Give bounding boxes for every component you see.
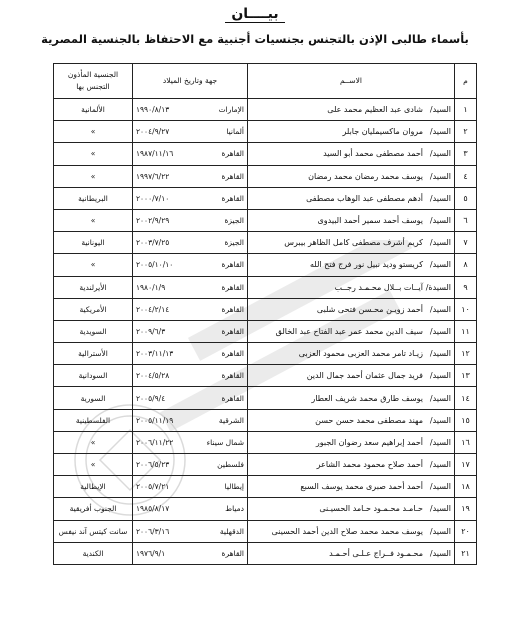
row-number: ٤ <box>455 165 477 187</box>
row-number: ٢ <box>455 121 477 143</box>
applicant-name-cell <box>248 187 455 209</box>
table-header-row <box>54 64 477 99</box>
row-number: ٧ <box>455 232 477 254</box>
nationality-cell: اليونانية <box>54 232 133 254</box>
birth-cell <box>133 454 248 476</box>
row-number: ١٤ <box>455 387 477 409</box>
table-row <box>54 365 477 387</box>
row-number: ١٢ <box>455 343 477 365</box>
col-header-num: م <box>455 64 477 99</box>
table-row <box>54 409 477 431</box>
table-row <box>54 99 477 121</box>
row-number: ٥ <box>455 187 477 209</box>
applicant-name-cell <box>248 121 455 143</box>
row-number: ١٨ <box>455 476 477 498</box>
birth-date: ١٩٩٠/٨/١٣ <box>136 105 170 115</box>
nationality-cell: البريطانية <box>54 187 133 209</box>
birth-date: ٢٠٠٣/١١/١٣ <box>136 349 174 359</box>
birth-date: ٢٠٠٢/٩/٢٩ <box>136 216 170 226</box>
applicant-name: يوسف أحمد سمير أحمد البيدوى <box>317 216 423 226</box>
table-row <box>54 476 477 498</box>
birth-place: القاهرة <box>221 171 244 181</box>
row-number: ١٦ <box>455 431 477 453</box>
birth-place: القاهرة <box>221 304 244 314</box>
row-number: ٨ <box>455 254 477 276</box>
honorific-prefix: السيد/ <box>429 193 451 203</box>
table-row <box>54 209 477 231</box>
birth-place: القاهرة <box>221 393 244 403</box>
applicant-name-cell <box>248 343 455 365</box>
nationality-cell: الأمريكية <box>54 298 133 320</box>
birth-cell <box>133 121 248 143</box>
applicant-name-cell <box>248 542 455 564</box>
honorific-prefix: السيدة/ <box>425 282 451 292</box>
nationality-cell: السورية <box>54 387 133 409</box>
col-header-birth: جهة وتاريخ الميلاد <box>133 64 248 99</box>
birth-cell <box>133 276 248 298</box>
birth-cell <box>133 209 248 231</box>
applicant-name: أحمد زويـن محـسن فتحى شلبى <box>316 304 423 314</box>
applicant-name: آيــات بــلال محـمـد رجــب <box>334 282 423 292</box>
table-row <box>54 387 477 409</box>
honorific-prefix: السيد/ <box>429 105 451 115</box>
honorific-prefix: السيد/ <box>429 260 451 270</box>
nationality-cell: الإيطالية <box>54 476 133 498</box>
nationality-cell: السويدية <box>54 320 133 342</box>
birth-date: ١٩٧٦/٩/١ <box>136 548 166 558</box>
birth-place: القاهرة <box>221 371 244 381</box>
birth-place: فلسطين <box>217 460 244 470</box>
birth-place: القاهرة <box>221 149 244 159</box>
applicant-name: أحمد مصطفى محمد أبو السيد <box>323 149 423 159</box>
birth-date: ٢٠٠٤/٩/٢٧ <box>136 127 170 137</box>
honorific-prefix: السيد/ <box>429 526 451 536</box>
table-row <box>54 254 477 276</box>
birth-cell <box>133 99 248 121</box>
birth-cell <box>133 409 248 431</box>
birth-place: إيطاليا <box>224 482 244 492</box>
nationality-cell: » <box>54 165 133 187</box>
applicant-name: كريستو وديد نبيل نور فرج فتح الله <box>310 260 423 270</box>
birth-date: ٢٠٠٦/١١/٢٢ <box>136 437 174 447</box>
nationality-cell: » <box>54 143 133 165</box>
applicant-name-cell <box>248 365 455 387</box>
birth-date: ٢٠٠٥/٩/٤ <box>136 393 166 403</box>
birth-cell <box>133 143 248 165</box>
applicant-name: أحمد أحمد صبرى محمد يوسف السبع <box>300 482 423 492</box>
applicant-name-cell <box>248 276 455 298</box>
table-row <box>54 343 477 365</box>
birth-cell <box>133 187 248 209</box>
birth-date: ٢٠٠٣/٧/٢٥ <box>136 238 170 248</box>
birth-place: الإمارات <box>218 105 244 115</box>
birth-place: دمياط <box>225 504 244 514</box>
applicant-name: مهند مصطفى محمد حسن حسن <box>315 415 423 425</box>
birth-cell <box>133 520 248 542</box>
birth-cell <box>133 431 248 453</box>
applicant-name-cell <box>248 520 455 542</box>
col-header-nationality: الجنسية المأذون التجنس بها <box>54 64 133 99</box>
birth-date: ١٩٨٠/١/٩ <box>136 282 166 292</box>
birth-place: الدقهلية <box>219 526 244 536</box>
table-row <box>54 143 477 165</box>
col-header-name: الاســم <box>248 64 455 99</box>
birth-cell <box>133 320 248 342</box>
applicants-table <box>53 63 477 565</box>
birth-cell <box>133 476 248 498</box>
document-subtitle: بأسماء طالبى الإذن بالتجنس بجنسيات أجنبية مع الاحتفاظ بالجنسية المصرية <box>41 32 469 46</box>
birth-cell <box>133 298 248 320</box>
row-number: ١ <box>455 99 477 121</box>
applicant-name-cell <box>248 209 455 231</box>
table-row <box>54 520 477 542</box>
nationality-cell: السودانية <box>54 365 133 387</box>
birth-place: الجيزة <box>224 216 244 226</box>
birth-place: ألمانيا <box>226 127 244 137</box>
row-number: ١٠ <box>455 298 477 320</box>
applicant-name: يوسف محمد محمد صلاح الدين أحمد الحسينى <box>271 526 423 536</box>
birth-date: ١٩٩٧/٦/٢٢ <box>136 171 170 181</box>
nationality-cell: الأسترالية <box>54 343 133 365</box>
row-number: ٢١ <box>455 542 477 564</box>
birth-date: ٢٠٠٤/٥/٢٨ <box>136 371 170 381</box>
applicant-name: سيف الدين محمد عمر عبد الفتاح عبد الخالق <box>275 326 423 336</box>
nationality-cell: الكندية <box>54 542 133 564</box>
applicant-name-cell <box>248 143 455 165</box>
applicant-name-cell <box>248 431 455 453</box>
document-title: بيــــان <box>0 6 510 22</box>
row-number: ١٥ <box>455 409 477 431</box>
table-row <box>54 187 477 209</box>
applicant-name-cell <box>248 254 455 276</box>
nationality-cell: » <box>54 121 133 143</box>
nationality-cell: الألمانية <box>54 99 133 121</box>
birth-cell <box>133 542 248 564</box>
applicant-name-cell <box>248 232 455 254</box>
honorific-prefix: السيد/ <box>429 171 451 181</box>
birth-place: القاهرة <box>221 193 244 203</box>
applicant-name: فريد جمال عثمان أحمد جمال الدين <box>306 371 423 381</box>
nationality-cell: سانت كيتس آند نيفس <box>54 520 133 542</box>
table-row <box>54 276 477 298</box>
birth-cell <box>133 343 248 365</box>
honorific-prefix: السيد/ <box>429 304 451 314</box>
honorific-prefix: السيد/ <box>429 238 451 248</box>
honorific-prefix: السيد/ <box>429 415 451 425</box>
birth-cell <box>133 498 248 520</box>
row-number: ٢٠ <box>455 520 477 542</box>
honorific-prefix: السيد/ <box>429 371 451 381</box>
honorific-prefix: السيد/ <box>429 127 451 137</box>
birth-date: ١٩٨٥/٨/١٧ <box>136 504 170 514</box>
birth-date: ٢٠٠٦/٣/١٦ <box>136 526 170 536</box>
birth-date: ٢٠٠٥/١٠/١٠ <box>136 260 174 270</box>
table-body <box>54 99 477 565</box>
honorific-prefix: السيد/ <box>429 149 451 159</box>
applicant-name: زيـاد تامر محمد العزبى محمود العزبى <box>298 349 423 359</box>
honorific-prefix: السيد/ <box>429 482 451 492</box>
birth-cell <box>133 254 248 276</box>
table-row <box>54 320 477 342</box>
birth-place: القاهرة <box>221 349 244 359</box>
birth-place: القاهرة <box>221 548 244 558</box>
birth-cell <box>133 387 248 409</box>
row-number: ٩ <box>455 276 477 298</box>
birth-place: القاهرة <box>221 260 244 270</box>
honorific-prefix: السيد/ <box>429 437 451 447</box>
table-row <box>54 232 477 254</box>
row-number: ١٧ <box>455 454 477 476</box>
table-row <box>54 454 477 476</box>
applicant-name-cell <box>248 99 455 121</box>
nationality-cell: الفلسطينية <box>54 409 133 431</box>
applicant-name: حـامـد محـمـود حـامد الحسيـنى <box>319 504 423 514</box>
birth-date: ٢٠٠٤/٢/١٤ <box>136 304 170 314</box>
applicant-name: يوسف محمد رمضان محمد رمضان <box>308 171 423 181</box>
applicant-name-cell <box>248 409 455 431</box>
applicant-name-cell <box>248 298 455 320</box>
applicant-name-cell <box>248 165 455 187</box>
birth-date: ٢٠٠٠/٧/١٠ <box>136 193 170 203</box>
honorific-prefix: السيد/ <box>429 504 451 514</box>
applicant-name: أحمد صلاح محمود محمد الشاعر <box>316 460 423 470</box>
row-number: ٣ <box>455 143 477 165</box>
birth-place: شمال سيناء <box>206 437 244 447</box>
birth-date: ٢٠٠٩/٦/٣ <box>136 326 166 336</box>
birth-date: ١٩٨٧/١١/١٦ <box>136 149 174 159</box>
birth-place: القاهرة <box>221 326 244 336</box>
table-row <box>54 121 477 143</box>
table-row <box>54 298 477 320</box>
table-row <box>54 498 477 520</box>
birth-date: ٢٠٠٥/٧/٢١ <box>136 482 170 492</box>
applicant-name-cell <box>248 476 455 498</box>
applicant-name-cell <box>248 454 455 476</box>
birth-place: الشرقية <box>218 415 244 425</box>
nationality-cell: الأيرلندية <box>54 276 133 298</box>
birth-place: الجيزة <box>224 238 244 248</box>
applicant-name: أحمد إبراهيم سعد رضوان الجبور <box>315 437 423 447</box>
nationality-cell: » <box>54 431 133 453</box>
applicant-name: يوسف طارق محمد شريف العطار <box>311 393 423 403</box>
honorific-prefix: السيد/ <box>429 349 451 359</box>
row-number: ١١ <box>455 320 477 342</box>
birth-cell <box>133 365 248 387</box>
applicant-name-cell <box>248 387 455 409</box>
applicant-name: كريم أشرف مصطفى كامل الظاهر بيبرس <box>284 238 423 248</box>
applicant-name-cell <box>248 498 455 520</box>
birth-cell <box>133 165 248 187</box>
honorific-prefix: السيد/ <box>429 548 451 558</box>
applicant-name: مروان ماكسيمليان جابلر <box>342 127 423 137</box>
applicant-name: محـمـود فــراج عـلـى أحـمـد <box>329 548 423 558</box>
table-row <box>54 542 477 564</box>
row-number: ١٣ <box>455 365 477 387</box>
birth-date: ٢٠٠٥/١١/١٩ <box>136 415 174 425</box>
table-row <box>54 165 477 187</box>
applicant-name: أدهم مصطفى عبد الوهاب مصطفى <box>306 193 423 203</box>
nationality-cell: » <box>54 209 133 231</box>
applicant-name-cell <box>248 320 455 342</box>
table-row <box>54 431 477 453</box>
honorific-prefix: السيد/ <box>429 460 451 470</box>
row-number: ٦ <box>455 209 477 231</box>
birth-cell <box>133 232 248 254</box>
honorific-prefix: السيد/ <box>429 216 451 226</box>
birth-date: ٢٠٠٦/٥/٢٣ <box>136 460 170 470</box>
nationality-cell: » <box>54 454 133 476</box>
nationality-cell: الجنوب أفريقية <box>54 498 133 520</box>
row-number: ١٩ <box>455 498 477 520</box>
honorific-prefix: السيد/ <box>429 393 451 403</box>
birth-place: القاهرة <box>221 282 244 292</box>
nationality-cell: » <box>54 254 133 276</box>
applicant-name: شادى عبد العظيم محمد على <box>327 105 423 115</box>
honorific-prefix: السيد/ <box>429 326 451 336</box>
